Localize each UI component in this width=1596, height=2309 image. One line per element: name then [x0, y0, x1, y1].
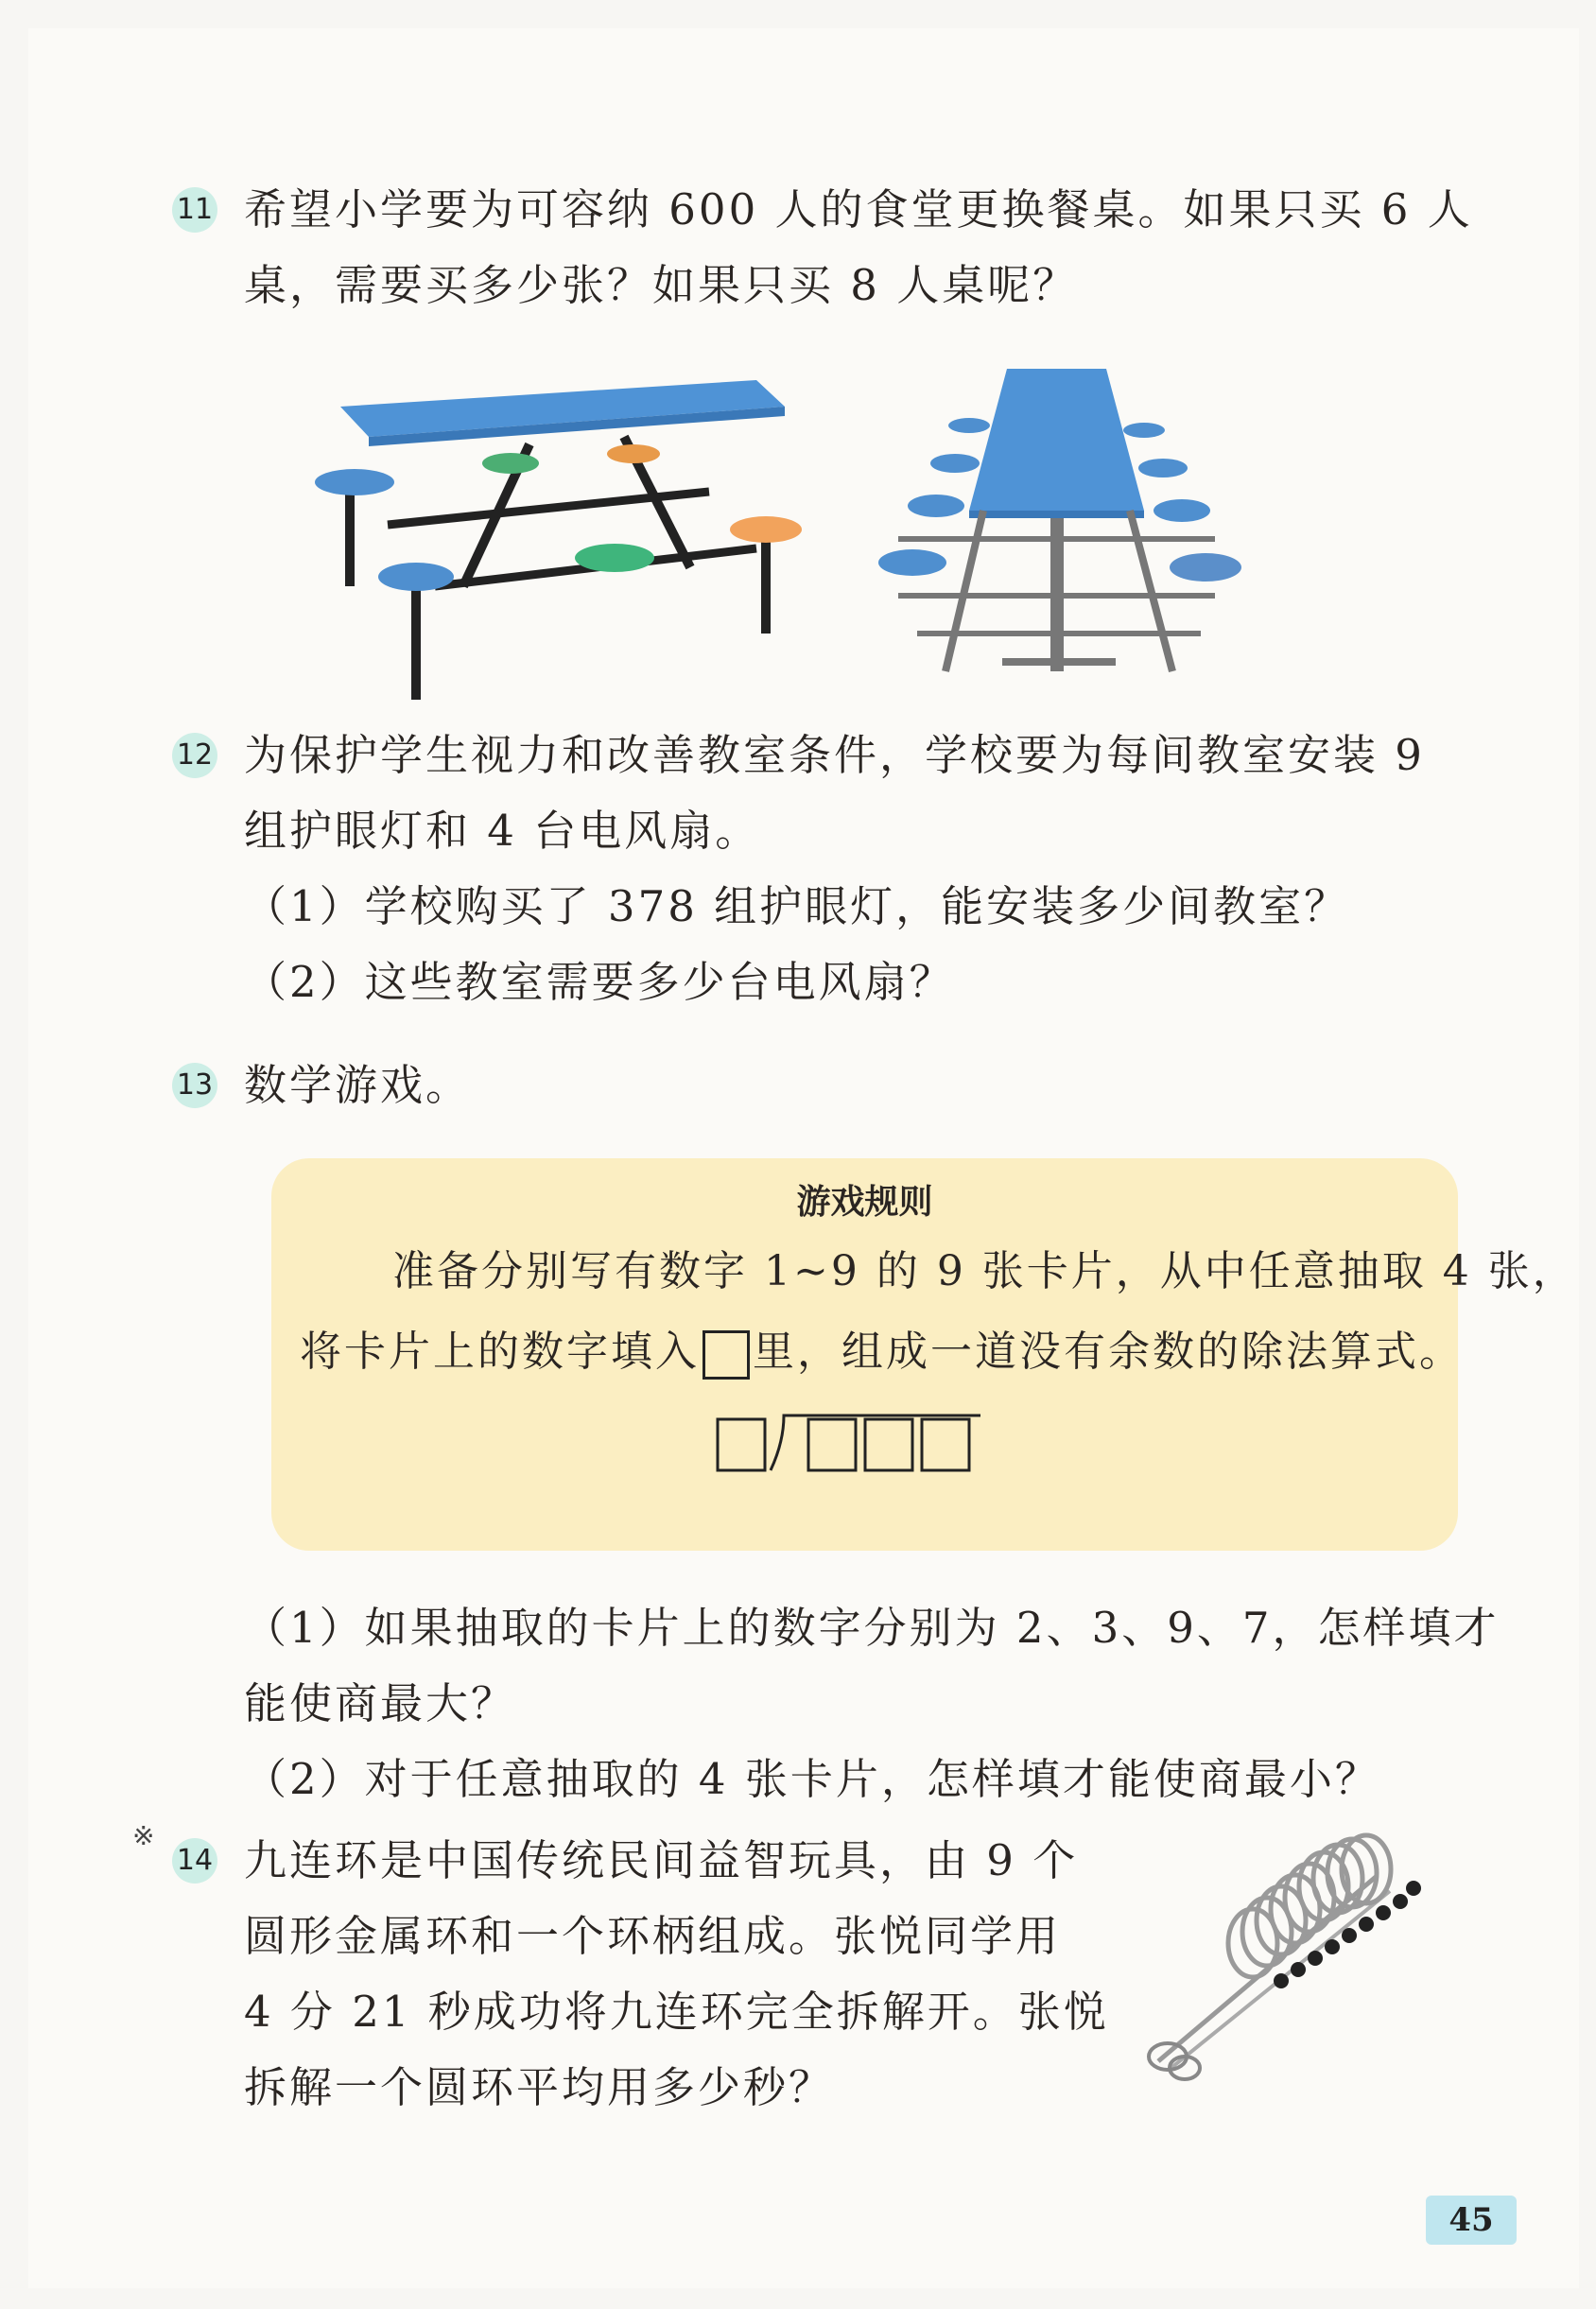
question-number-12: 12 [172, 733, 217, 778]
blank-box [703, 1330, 750, 1380]
question-number-13: 13 [172, 1063, 217, 1108]
question-11-line-1: 希望小学要为可容纳 600 人的食堂更换餐桌。如果只买 6 人 [244, 184, 1473, 234]
question-12-sub-2: （2）这些教室需要多少台电风扇？ [244, 957, 955, 1007]
question-number-14: 14 [172, 1838, 217, 1884]
question-14-line-3: 4 分 21 秒成功将九连环完全拆解开。张悦 [244, 1987, 1109, 2037]
game-rules-line-2 [300, 1324, 1464, 1380]
question-13-sub-1-line-2: 能使商最大？ [244, 1678, 517, 1728]
game-rules-box [271, 1158, 1577, 1551]
six-seat-table-illustration [312, 350, 804, 719]
question-13-title: 数学游戏。 [244, 1060, 472, 1110]
question-14-line-4: 拆解一个圆环平均用多少秒？ [244, 2062, 835, 2112]
page-number: 45 [1426, 2196, 1517, 2245]
eight-seat-table-illustration [860, 350, 1295, 700]
nine-linked-rings-illustration [1139, 1830, 1442, 2085]
optional-mark: ※ [132, 1820, 155, 1851]
game-rules-line-1: 准备分别写有数字 1~9 的 9 张卡片，从中任意抽取 4 张， [392, 1247, 1577, 1295]
question-13-sub-2: （2）对于任意抽取的 4 张卡片，怎样填才能使商最小？ [244, 1754, 1380, 1804]
question-12-line-1: 为保护学生视力和改善教室条件，学校要为每间教室安装 9 [244, 730, 1425, 780]
question-13-sub-1-line-1: （1）如果抽取的卡片上的数字分别为 2、3、9、7，怎样填才 [244, 1603, 1500, 1653]
question-14-line-1: 九连环是中国传统民间益智玩具，由 9 个 [244, 1835, 1079, 1885]
question-14-line-2: 圆形金属环和一个环柄组成。张悦同学用 [244, 1911, 1062, 1961]
question-11-line-2: 桌，需要买多少张？如果只买 8 人桌呢？ [244, 260, 1079, 310]
game-rules-title: 游戏规则 [796, 1183, 933, 1222]
division-template [716, 1404, 980, 1480]
question-12-line-2: 组护眼灯和 4 台电风扇。 [244, 806, 761, 856]
question-12-sub-1: （1）学校购买了 378 组护眼灯，能安装多少间教室？ [244, 881, 1350, 931]
textbook-page [28, 28, 1579, 2288]
game-rules-line-2-end: 里，组成一道没有余数的除法算式。 [753, 1328, 1464, 1376]
game-rules-line-2-start: 将卡片上的数字填入 [300, 1328, 700, 1376]
question-number-11: 11 [172, 187, 217, 233]
